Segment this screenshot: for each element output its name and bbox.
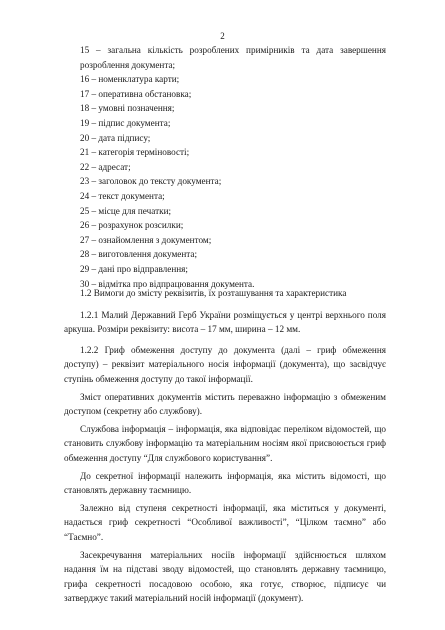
list-item: 15 – загальна кількість розроблених примірників та дата завершення розроблення документа; [80, 45, 386, 70]
list-item: 27 – ознайомлення з документом; [80, 234, 212, 245]
list-item: 21 – категорія терміновості; [80, 147, 190, 158]
list-item: 18 – умовні позначення; [80, 103, 175, 114]
list-item: 17 – оперативна обстановка; [80, 88, 192, 99]
list-item: 20 – дата підпису; [80, 132, 151, 143]
list-item: 19 – підпис документа; [80, 117, 171, 128]
list-item: 28 – виготовлення документа; [80, 249, 198, 260]
document-body [64, 286, 386, 606]
paragraph: 1.2.1 Малий Державний Герб України розміщується у центрі верхнього поля аркуша. Розміри реквізиту: висота – 17 мм, ширина – 12 мм. [64, 309, 386, 335]
list-item: 16 – номенклатура карти; [80, 74, 180, 85]
list-item: 22 – адресат; [80, 161, 131, 172]
list-item: 29 – дані про відправлення; [80, 263, 188, 274]
paragraph: Зміст оперативних документів містить переважно інформацію з обмеженим доступом (секретну або службову). [64, 391, 386, 417]
list-item: 30 – відмітка про відпрацювання документа. [80, 278, 255, 289]
paragraph: Засекречування матеріальних носіїв інформації здійснюється шляхом надання їм на підставі зводу відомостей, що становлять державну таємницю, грифа секретності посадовою особою, яка готує, створює, підписує чи затверджує такий матеріальний носій інформації (документ). [64, 549, 386, 604]
list-item: 23 – заголовок до тексту документа; [80, 176, 222, 187]
page-number: 2 [220, 31, 225, 41]
list-item: 26 – розрахунок розсилки; [80, 220, 184, 231]
paragraph: До секретної інформації належить інформація, яка містить відомості, що становлять державну таємницю. [64, 470, 386, 496]
paragraph: Залежно від ступеня секретності інформації, яка міститься у документі, надається гриф секретності “Особливої важливості”, “Цілком таємно” або “Таємно”. [64, 502, 386, 542]
list-item: 25 – місце для печатки; [80, 205, 172, 216]
section-heading: 1.2 Вимоги до змісту реквізитів, їх розташування та характеристика [80, 288, 347, 298]
paragraph: 1.2.2 Гриф обмеження доступу до документа (далі – гриф обмеження доступу) – реквізит матеріального носія інформації (документа), що засвідчує ступінь обмеження доступу до такої інформації. [64, 344, 386, 384]
list-item: 24 – текст документа; [80, 190, 165, 201]
requisites-list [64, 43, 386, 291]
paragraph: Службова інформація – інформація, яка відповідає переліком відомостей, що становить службову інформацію та матеріальним носіям якої присвоюється гриф обмеження доступу “Для службового користування”. [64, 423, 386, 463]
